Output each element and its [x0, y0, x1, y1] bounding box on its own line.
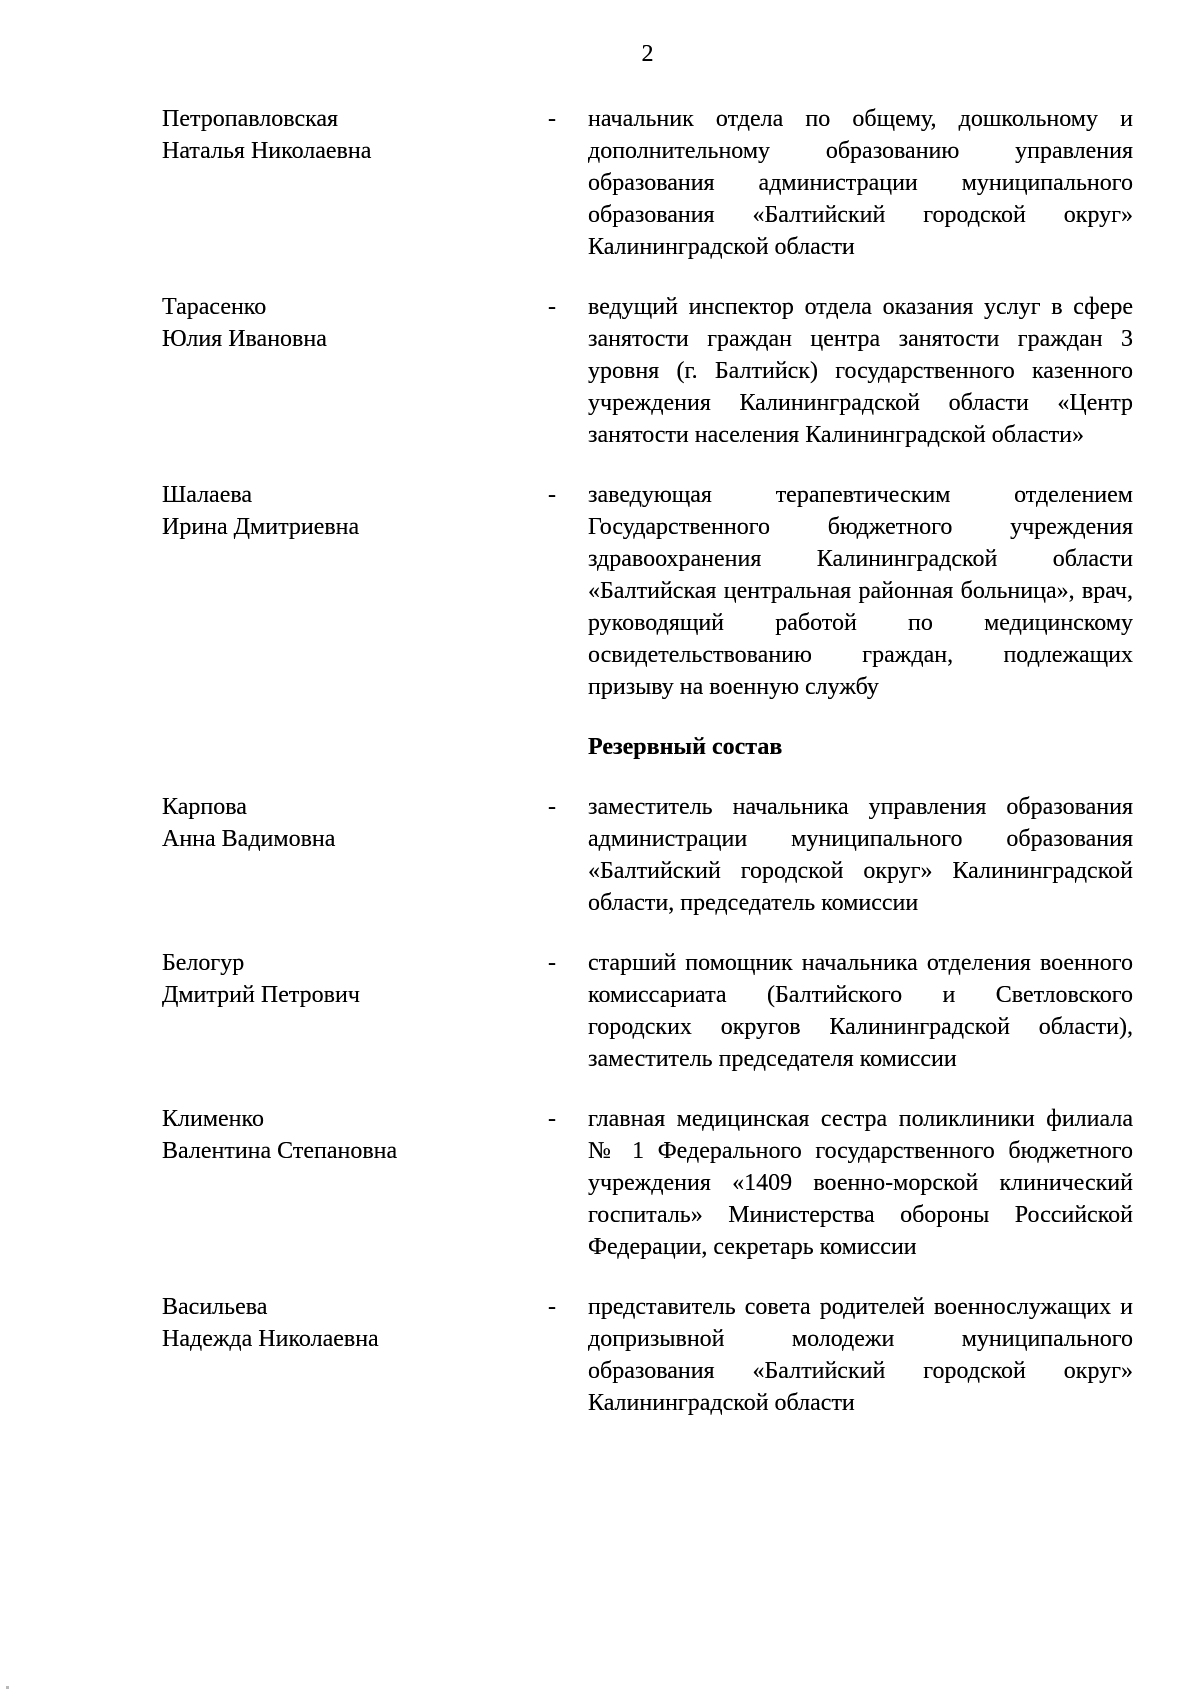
member-description: заместитель начальника управления образования администрации муниципального образования «Балтийский городской округ» Калининградской области, председатель комиссии: [588, 794, 1133, 916]
member-surname: Петропавловская: [162, 106, 339, 132]
dash-separator: -: [548, 950, 556, 976]
member-given-names: Юлия Ивановна: [162, 326, 327, 352]
member-given-names: Надежда Николаевна: [162, 1326, 379, 1352]
dash-separator: -: [548, 294, 556, 320]
member-name: [162, 1291, 548, 1419]
page-number: 2: [641, 41, 654, 67]
member-name: [162, 291, 548, 451]
member-surname: Тарасенко: [162, 294, 267, 320]
member-surname: Шалаева: [162, 482, 253, 508]
member-description: главная медицинская сестра поликлиники филиала № 1 Федерального государственного бюджетного учреждения «1409 военно-морской клинический госпиталь» Министерства обороны Российской Федерации, секретарь комиссии: [588, 1106, 1133, 1260]
member-description: заведующая терапевтическим отделением Государственного бюджетного учреждения здравоохранения Калининградской области «Балтийская центральная районная больница», врач, руководящий работой по медицинскому освидетельствованию граждан, подлежащих призыву на военную службу: [588, 482, 1133, 700]
member-description: старший помощник начальника отделения военного комиссариата (Балтийского и Светловского городских округов Калининградской области), заместитель председателя комиссии: [588, 950, 1133, 1072]
member-surname: Васильева: [162, 1294, 268, 1320]
dash-separator: -: [548, 106, 556, 132]
dash-separator: -: [548, 482, 556, 508]
member-given-names: Валентина Степановна: [162, 1138, 398, 1164]
member-surname: Карпова: [162, 794, 247, 820]
member-description: начальник отдела по общему, дошкольному и дополнительному образованию управления образования администрации муниципального образования «Балтийский городской округ» Калининградской области: [588, 106, 1133, 260]
member-entry: [162, 947, 1200, 1075]
member-description: представитель совета родителей военнослужащих и допризывной молодежи муниципального образования «Балтийский городской округ» Калининградской области: [588, 1294, 1133, 1416]
member-entry: [162, 791, 1200, 919]
dash-separator: -: [548, 794, 556, 820]
member-name: [162, 1103, 548, 1263]
member-entry: [162, 1291, 1200, 1419]
member-entry: [162, 291, 1200, 451]
member-name: [162, 103, 548, 263]
member-given-names: Ирина Дмитриевна: [162, 514, 360, 540]
member-description: ведущий инспектор отдела оказания услуг в сфере занятости граждан центра занятости граждан 3 уровня (г. Балтийск) государственного казенного учреждения Калининградской области «Центр занятости населения Калининградской области»: [588, 294, 1133, 448]
dash-separator: -: [548, 1294, 556, 1320]
scan-artifact-speck: [6, 1686, 9, 1689]
member-given-names: Наталья Николаевна: [162, 138, 372, 164]
member-given-names: Дмитрий Петрович: [162, 982, 360, 1008]
member-given-names: Анна Вадимовна: [162, 826, 336, 852]
reserve-section-heading: Резервный состав: [588, 734, 783, 760]
dash-separator: -: [548, 1106, 556, 1132]
member-entry: [162, 479, 1200, 703]
member-surname: Клименко: [162, 1106, 264, 1132]
member-entry: [162, 1103, 1200, 1263]
member-name: [162, 947, 548, 1075]
member-name: [162, 791, 548, 919]
member-entry: [162, 103, 1200, 263]
member-name: [162, 479, 548, 703]
member-surname: Белогур: [162, 950, 245, 976]
